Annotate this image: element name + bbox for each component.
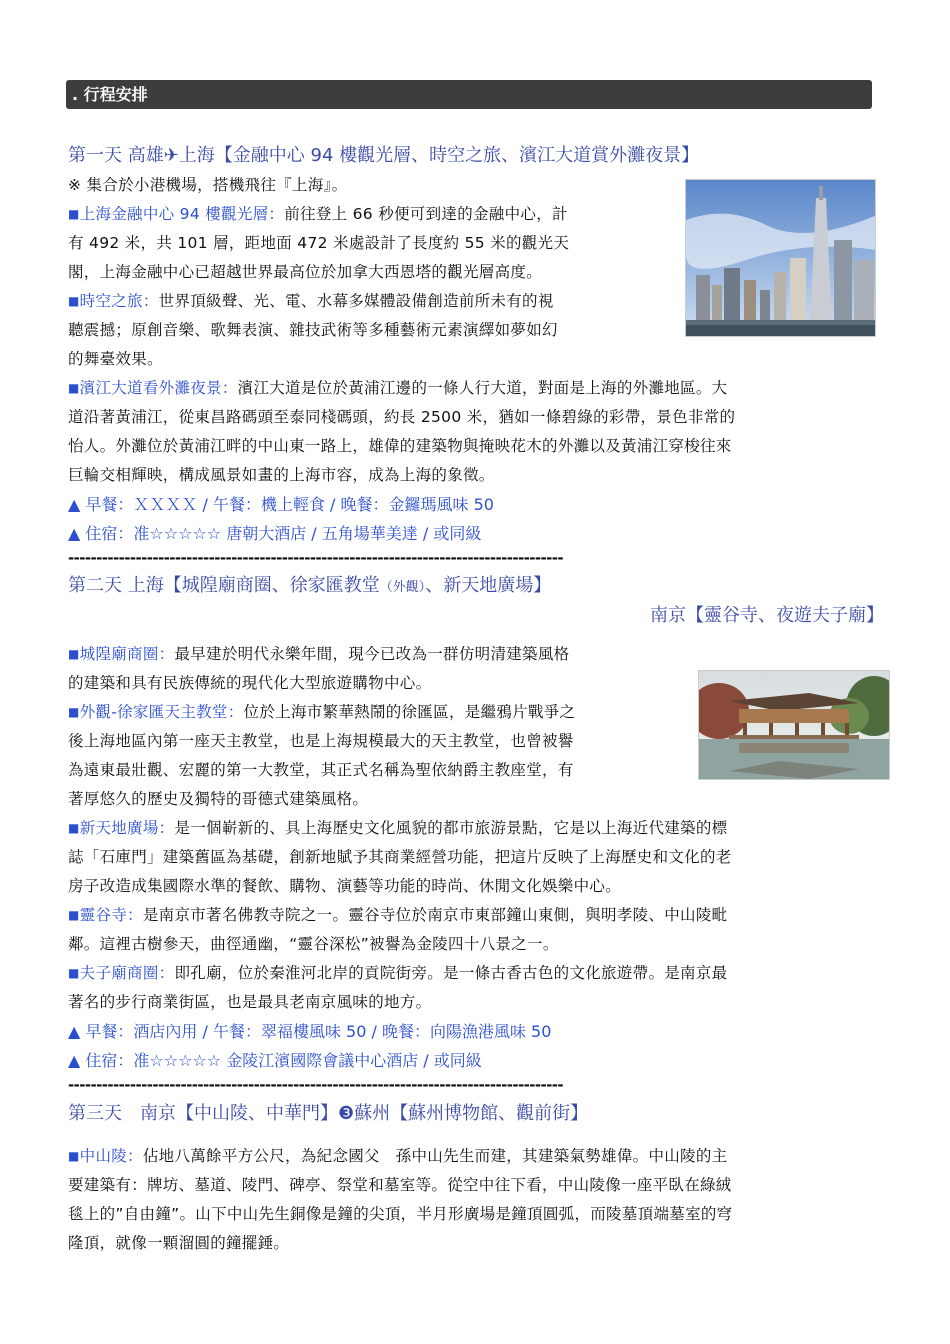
square-bullet-icon: ■	[68, 294, 80, 308]
day3-block	[68, 1099, 884, 1258]
day1-item-time-travel: ■時空之旅：世界頂級聲、光、電、水幕多媒體設備創造前所未有的視 聽震撼；原創音樂、歌舞表演、雜技武術等多種藝術元素演繹如夢如幻 的舞臺效果。	[68, 292, 558, 368]
day1-meals: ▲ 早餐：ＸＸＸＸ / 午餐：機上輕食 / 晚餐：金鑼瑪風味 50	[68, 495, 494, 514]
square-bullet-icon: ■	[68, 908, 80, 922]
day3-title: 第三天 南京【中山陵、中華門】❸蘇州【蘇州博物館、觀前街】	[68, 1103, 589, 1124]
square-bullet-icon: ■	[68, 966, 80, 980]
day1-item-bund-night: ■濱江大道看外灘夜景：濱江大道是位於黃浦江邊的一條人行大道，對面是上海的外灘地區。大 道沿著黃浦江，從東昌路碼頭至泰同棧碼頭，約長 2500 米，猶如一條碧綠的彩帶，景色非常的 怡人。外灘位於黃浦江畔的中山東一路上，雄偉的建築物與掩映花木的外灘以及黃浦江穿梭往來 巨輪交相輝映，構成風景如畫的上海市容，成為上海的象徵。	[68, 379, 736, 484]
day2-hotel: ▲ 住宿：准☆☆☆☆☆ 金陵江濱國際會議中心酒店 / 或同級	[68, 1051, 482, 1070]
section-header-bar	[66, 80, 872, 109]
square-bullet-icon: ■	[68, 1149, 80, 1163]
day2-item-xujiahui-cathedral: ■外觀-徐家匯天主教堂：位於上海市繁華熱鬧的徐匯區，是繼鴉片戰爭之 後上海地區內第一座天主教堂，也是上海規模最大的天主教堂，也曾被譽 為遠東最壯觀、宏麗的第一大教堂，其正式名稱為聖依納爵主教座堂，有 著厚悠久的歷史及獨特的哥德式建築風格。	[68, 703, 576, 808]
day2-item-linggu-temple: ■靈谷寺：是南京市著名佛教寺院之一。靈谷寺位於南京市東部鐘山東側，與明孝陵、中山陵毗 鄰。這裡古樹參天，曲徑通幽，“靈谷深松”被譽為金陵四十八景之一。	[68, 906, 728, 953]
divider-line: ----------------------------------------------------------------------------------------	[68, 1076, 564, 1094]
divider-line: ----------------------------------------------------------------------------------------	[68, 549, 564, 567]
day3-item-sun-yatsen-mausoleum: ■中山陵：佔地八萬餘平方公尺，為紀念國父 孫中山先生而建，其建築氣勢雄偉。中山陵的主 要建築有：牌坊、墓道、陵門、碑亭、祭堂和墓室等。從空中往下看，中山陵像一座平臥在綠絨 毯上的”自由鐘”。山下中山先生銅像是鐘的尖頂，半月形廣場是鐘頂圓弧，而陵墓頂端墓室的穹 隆頂，就像一顆溜圓的鐘擺錘。	[68, 1147, 733, 1252]
section-title: . 行程安排	[72, 85, 148, 104]
day2-title-block	[68, 571, 884, 631]
day2-item-city-god-temple: ■城隍廟商圈：最早建於明代永樂年間，現今已改為一群仿明清建築風格 的建築和具有民族傳統的現代化大型旅遊購物中心。	[68, 645, 570, 692]
day2-title: 第二天 上海【城隍廟商圈、徐家匯教堂（外觀）、新天地廣場】	[68, 575, 552, 596]
day2-meals: ▲ 早餐：酒店內用 / 午餐：翠福樓風味 50 / 晚餐：向陽漁港風味 50	[68, 1022, 552, 1041]
square-bullet-icon: ■	[68, 821, 80, 835]
day1-title: 第一天 高雄✈上海【金融中心 94 樓觀光層、時空之旅、濱江大道賞外灘夜景】	[68, 145, 700, 166]
square-bullet-icon: ■	[68, 705, 80, 719]
day1-intro: ※ 集合於小港機場，搭機飛往『上海』。	[68, 176, 348, 194]
shanghai-skyline-photo	[685, 179, 876, 337]
square-bullet-icon: ■	[68, 647, 80, 661]
day2-title-nanjing: 南京【靈谷寺、夜遊夫子廟】	[650, 605, 884, 626]
day1-hotel: ▲ 住宿：准☆☆☆☆☆ 唐朝大酒店 / 五角場華美達 / 或同級	[68, 524, 482, 543]
pavilion-lake-photo	[698, 670, 890, 780]
day2-item-fuzimiao: ■夫子廟商圈：即孔廟，位於秦淮河北岸的貢院街旁。是一條古香古色的文化旅遊帶。是南京最 著名的步行商業街區，也是最具老南京風味的地方。	[68, 964, 728, 1011]
square-bullet-icon: ■	[68, 207, 80, 221]
day2-item-xintiandi: ■新天地廣場：是一個嶄新的、具上海歷史文化風貌的都市旅游景點，它是以上海近代建築的標 誌「石庫門」建築舊區為基礎，創新地賦予其商業經營功能，把這片反映了上海歷史和文化的老 房子改造成集國際水準的餐飲、購物、演藝等功能的時尚、休閒文化娛樂中心。	[68, 819, 732, 895]
square-bullet-icon: ■	[68, 381, 80, 395]
day1-item-financial-center: ■上海金融中心 94 樓觀光層：前往登上 66 秒便可到達的金融中心，計 有 492 米，共 101 層，距地面 472 米處設計了長度約 55 米的觀光天 閣，上海金融中心已超越世界最高位於加拿大西恩塔的觀光層高度。	[68, 205, 570, 281]
